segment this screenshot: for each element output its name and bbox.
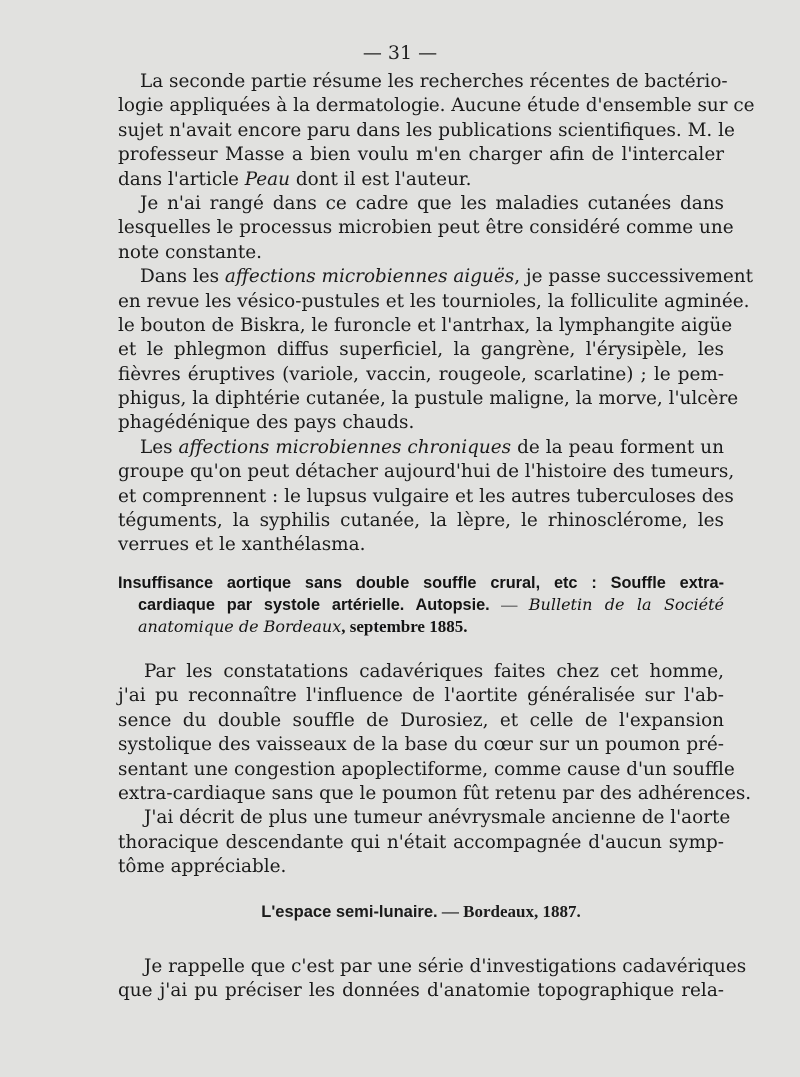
heading-text: Insuffisance aortique sans double souffle crural, etc : Souffle extra-: [118, 574, 724, 592]
text-line: le bouton de Biskra, le furoncle et l'antrhax, la lymphangite aigüe: [118, 314, 733, 336]
heading-line: [118, 572, 724, 594]
text-span: Les: [140, 436, 179, 458]
text-line: lesquelles le processus microbien peut être considéré comme une: [118, 217, 734, 239]
text-line: et le phlegmon diffus superficiel, la gangrène, l'érysipèle, les: [118, 339, 724, 361]
heading-aortic-insufficiency: [118, 572, 724, 638]
text-line: [118, 265, 754, 289]
text-line: [118, 168, 724, 192]
heading-text: cardiaque par systole artérielle. Autopsie.: [138, 596, 490, 614]
text-line: et comprennent : le lupsus vulgaire et les autres tuberculoses des: [118, 485, 734, 507]
text-line: téguments, la syphilis cutanée, la lèpre, le rhinosclérome, les: [118, 510, 724, 532]
text-span: dont il est l'auteur.: [290, 168, 472, 190]
text-line: sentant une congestion apoplectiforme, comme cause d'un souffle: [118, 758, 735, 780]
text-span: , je passe successivement: [514, 266, 754, 288]
text-span: de la peau forment un: [511, 436, 724, 458]
heading-source: anatomique de Bordeaux: [138, 617, 342, 636]
text-line: fièvres éruptives (variole, vaccin, rougeole, scarlatine) ; le pem-: [118, 363, 724, 385]
emphasis-text: Peau: [244, 168, 290, 190]
text-line: professeur Masse a bien voulu m'en charger afin de l'intercaler: [118, 144, 724, 166]
heading-source: Bulletin de la Société: [528, 595, 725, 614]
text-line: extra-cardiaque sans que le poumon fût retenu par des adhérences.: [118, 782, 752, 804]
text-line: logie appliquées à la dermatologie. Aucune étude d'ensemble sur ce: [118, 95, 755, 117]
text-line: Par les constatations cadavériques faites chez cet homme,: [144, 661, 724, 682]
heading-date: , septembre 1885.: [341, 617, 468, 636]
text-line: verrues et le xanthélasma.: [118, 534, 366, 556]
emphasis-text: affections microbiennes aiguës: [224, 266, 515, 288]
text-line: sence du double souffle de Durosiez, et celle de l'expansion: [118, 709, 724, 731]
heading-separator: —: [437, 902, 464, 921]
text-line: groupe qu'on peut détacher aujourd'hui de l'histoire des tumeurs,: [118, 461, 735, 483]
text-line: J'ai décrit de plus une tumeur anévrysmale ancienne de l'aorte: [144, 807, 731, 829]
text-line: thoracique descendante qui n'était accompagnée d'aucun symp-: [118, 831, 724, 853]
text-line: sujet n'avait encore paru dans les publications scientifiques. M. le: [118, 119, 735, 141]
text-line: phigus, la diphtérie cutanée, la pustule maligne, la morve, l'ulcère: [118, 388, 739, 410]
heading-line: [118, 616, 724, 638]
heading-semilunar-space: [118, 901, 724, 923]
paragraph-semilunar: [118, 955, 747, 1004]
paragraph-bacteriology: [118, 70, 755, 558]
text-line: note constante.: [118, 241, 263, 263]
emphasis-text: affections microbiennes chroniques: [178, 436, 512, 458]
page-number: — 31 —: [362, 42, 438, 64]
text-line: que j'ai pu préciser les données d'anatomie topographique rela-: [118, 980, 724, 1002]
text-line: en revue les vésico-pustules et les tournioles, la folliculite agminée.: [118, 290, 750, 312]
heading-separator: —: [489, 595, 529, 614]
text-span: Dans les: [140, 266, 225, 288]
text-line: tôme appréciable.: [118, 856, 287, 878]
text-line: La seconde partie résume les recherches récentes de bactério-: [140, 71, 728, 92]
text-line: [118, 436, 724, 460]
text-span: dans l'article: [118, 168, 245, 190]
heading-text: L'espace semi-lunaire.: [261, 903, 438, 921]
text-line: Je rappelle que c'est par une série d'investigations cadavériques: [144, 956, 747, 977]
text-line: phagédénique des pays chauds.: [118, 412, 415, 434]
text-line: j'ai pu reconnaître l'influence de l'aortite généralisée sur l'ab-: [118, 685, 724, 707]
text-line: Je n'ai rangé dans ce cadre que les maladies cutanées dans: [140, 192, 724, 214]
text-line: systolique des vaisseaux de la base du cœur sur un poumon pré-: [118, 734, 724, 756]
heading-line: [118, 594, 724, 616]
heading-source: Bordeaux, 1887.: [463, 902, 581, 921]
paragraph-aortic-findings: [118, 660, 752, 880]
heading-line: [118, 901, 724, 923]
